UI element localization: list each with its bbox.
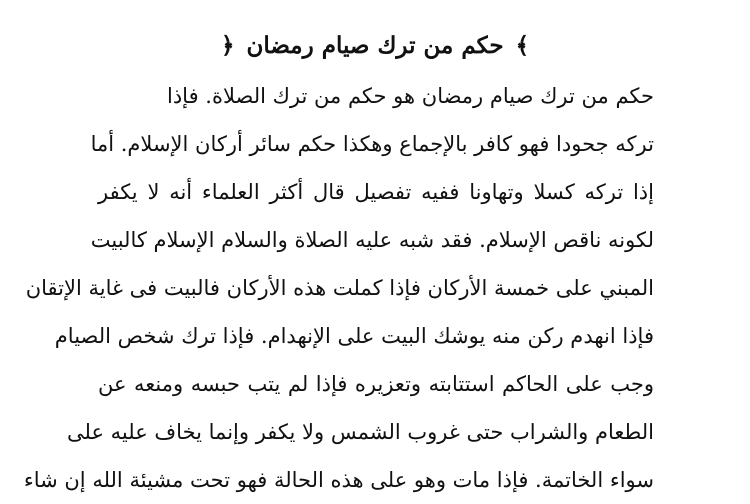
- text-line-1: حكم من ترك صيام رمضان هو حكم من ترك الصلاة. فإذا: [167, 84, 654, 108]
- body-text: [23, 72, 654, 504]
- text-line-4: لكونه ناقص الإسلام. فقد شبه عليه الصلاة والسلام الإسلام كالبيت: [90, 228, 654, 252]
- text-line-6: فإذا انهدم ركن منه يوشك البيت على الإنهدام. فإذا ترك شخص الصيام: [54, 324, 654, 348]
- text-line-8: الطعام والشراب حتى غروب الشمس ولا يكفر وإنما يخاف عليه على: [67, 420, 654, 444]
- document-heading: [0, 26, 750, 66]
- text-line-3: إذا تركه كسلا وتهاونا ففيه تفصيل قال أكثر العلماء أنه لا يكفر: [98, 180, 654, 204]
- ornate-bracket-right: ﴾: [515, 32, 530, 59]
- text-line-5: المبني على خمسة الأركان فإذا كملت هذه الأركان فالبيت فى غاية الإتقان: [25, 276, 654, 300]
- text-line-7: وجب على الحاكم استتابته وتعزيره فإذا لم يتب حبسه ومنعه عن: [98, 372, 654, 396]
- ornate-bracket-left: ﴿: [220, 32, 235, 59]
- text-line-2: تركه جحودا فهو كافر بالإجماع وهكذا حكم سائر أركان الإسلام. أما: [90, 132, 654, 156]
- text-line-9: سواء الخاتمة. فإذا مات وهو على هذه الحالة فهو تحت مشيئة الله إن شاء: [23, 468, 654, 492]
- heading-title: حكم من ترك صيام رمضان: [246, 32, 504, 59]
